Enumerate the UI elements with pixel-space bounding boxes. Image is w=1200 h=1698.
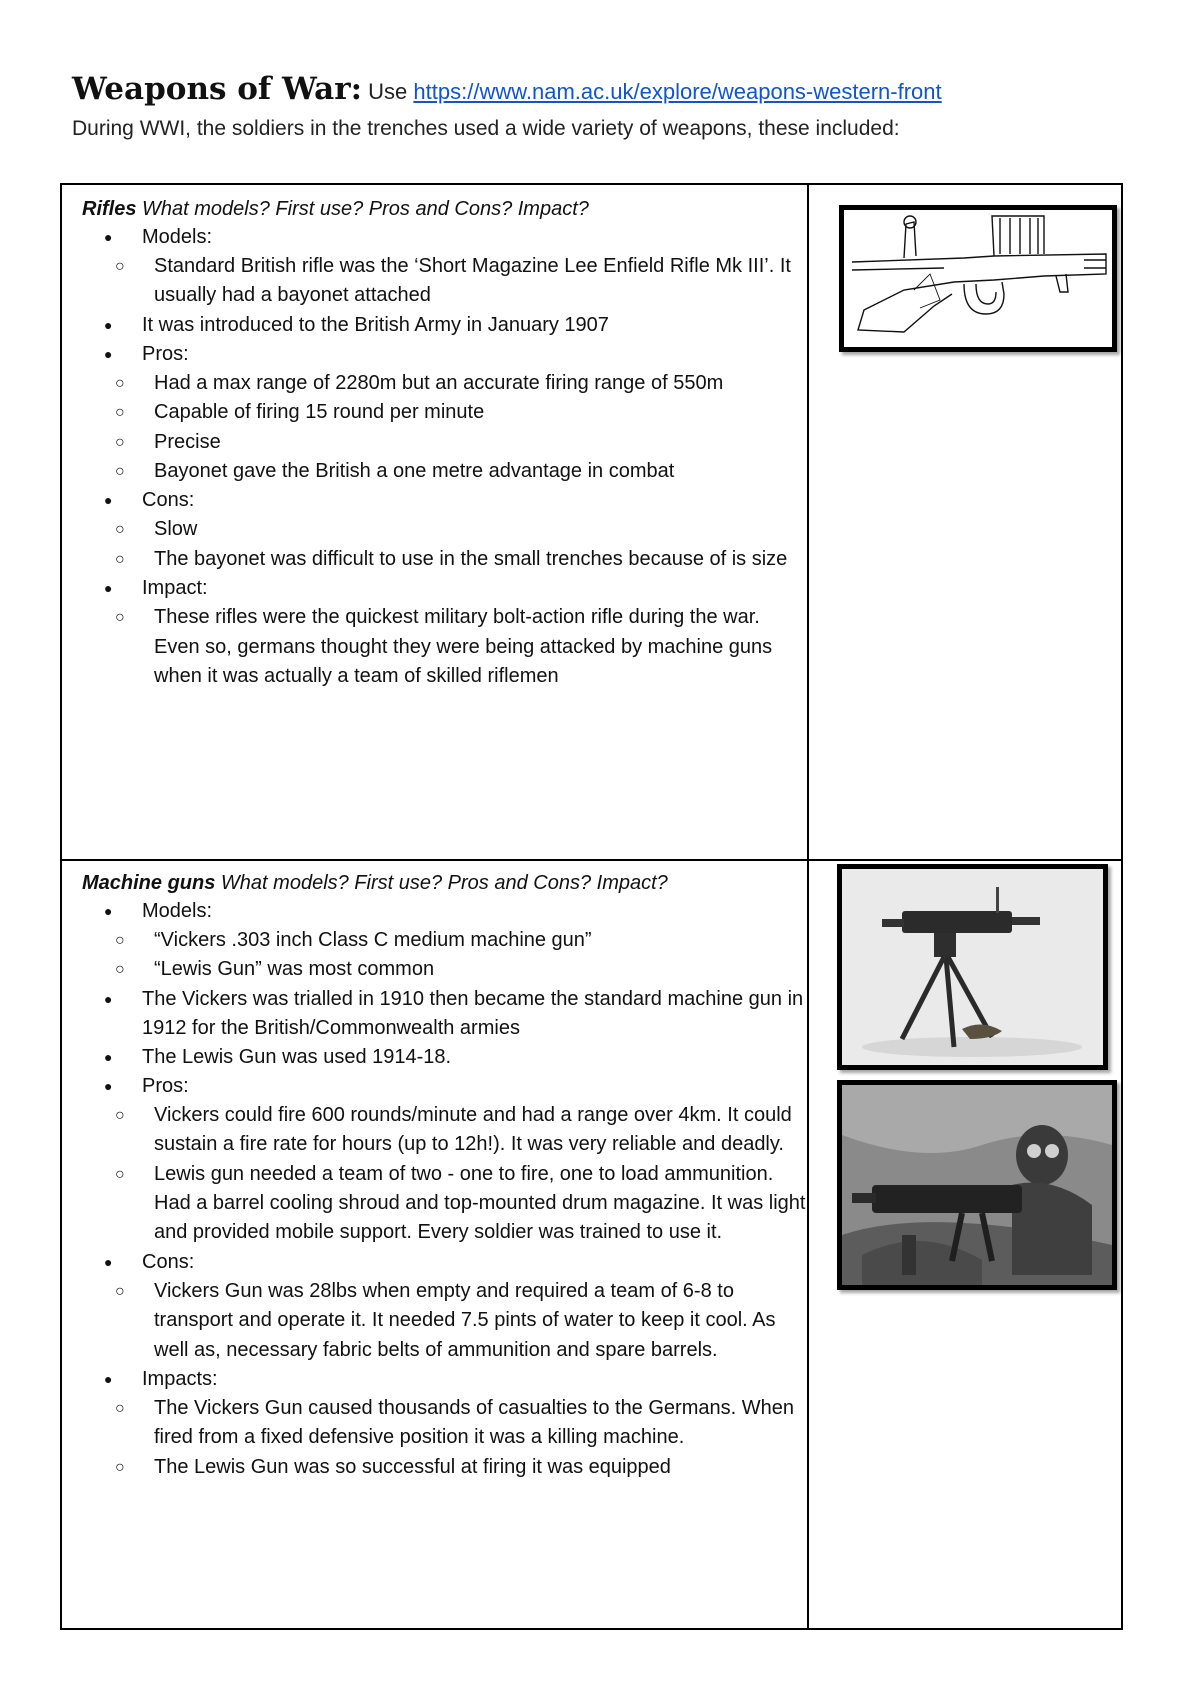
list-item: ○ Slow (82, 515, 807, 544)
mg-models-list (82, 926, 807, 985)
weapons-table (60, 183, 1123, 1630)
machine-guns-heading (82, 869, 807, 897)
list-item: ○ “Lewis Gun” was most common (82, 955, 807, 984)
vickers-gun-drawing (842, 869, 1103, 1065)
list-item: ○ Bayonet gave the British a one metre advantage in combat (82, 457, 807, 486)
mg-cons-label: Cons: (142, 1250, 195, 1273)
machine-guns-questions: What models? First use? Pros and Cons? Impact? (220, 872, 668, 894)
list-item: ○ These rifles were the quickest military bolt-action rifle during the war. Even so, germans thought they were being attacked by machine guns when it was actually a team of skilled riflemen (82, 603, 807, 691)
list-item (82, 486, 807, 574)
rifles-heading-label: Rifles (82, 198, 137, 220)
machine-guns-heading-label: Machine guns (82, 872, 216, 894)
rifles-questions: What models? First use? Pros and Cons? Impact? (142, 198, 589, 220)
list-item: ○ Lewis gun needed a team of two - one to fire, one to load ammunition. Had a barrel cooling shroud and top-mounted drum magazine. It was light and provided mobile support. Every soldier was trained to use it. (82, 1160, 807, 1248)
rifle-drawing (844, 210, 1112, 347)
soldier-gun-drawing (842, 1085, 1112, 1285)
page-header (72, 71, 1132, 143)
mg-pros-list (82, 1101, 807, 1248)
rifles-section (82, 195, 807, 691)
list-item: ○ The Lewis Gun was so successful at firing it was equipped (82, 1453, 807, 1482)
list-item: ○ “Vickers .303 inch Class C medium machine gun” (82, 926, 807, 955)
mg-impacts-label: Impacts: (142, 1368, 218, 1391)
list-item (82, 1072, 807, 1248)
list-item: ● The Lewis Gun was used 1914-18. (82, 1043, 807, 1072)
list-item (82, 223, 807, 311)
row-divider (62, 859, 1121, 861)
title-line (72, 71, 1132, 107)
list-item: ● The Vickers was trialled in 1910 then became the standard machine gun in 1912 for the British/Commonwealth armies (82, 985, 807, 1043)
rifle-illustration (839, 205, 1117, 352)
vickers-gun-photo (837, 864, 1108, 1070)
list-item (82, 340, 807, 487)
intro-text: During WWI, the soldiers in the trenches used a wide variety of weapons, these included: (72, 117, 900, 140)
rifles-cons-list (82, 515, 807, 574)
list-item: ○ Precise (82, 428, 807, 457)
list-item (82, 1248, 807, 1365)
rifles-models-label: Models: (142, 226, 213, 248)
list-item: ● It was introduced to the British Army in January 1907 (82, 311, 807, 340)
rifles-heading (82, 195, 807, 223)
reference-link[interactable]: https://www.nam.ac.uk/explore/weapons-western-front (413, 79, 942, 104)
list-item: ○ Capable of firing 15 round per minute (82, 398, 807, 427)
list-item: ○ Vickers could fire 600 rounds/minute and had a range over 4km. It could sustain a fire rate for hours (up to 12h!). It was very reliable and deadly. (82, 1101, 807, 1160)
rifles-cons-label: Cons: (142, 489, 195, 512)
mg-cons-list (82, 1277, 807, 1365)
column-divider (807, 185, 809, 1628)
machine-guns-section (82, 869, 807, 1482)
rifles-models-list (82, 252, 807, 311)
list-item: ○ Had a max range of 2280m but an accurate firing range of 550m (82, 369, 807, 398)
list-item (82, 897, 807, 985)
page-title: Weapons of War: (72, 71, 363, 107)
list-item (82, 1365, 807, 1482)
list-item: ○ Vickers Gun was 28lbs when empty and required a team of 6-8 to transport and operate it. It needed 7.5 pints of water to keep it cool. As well as, necessary fabric belts of ammunition and spare barrels. (82, 1277, 807, 1365)
list-item (82, 574, 807, 691)
use-label: Use (368, 79, 408, 104)
machine-guns-list (82, 897, 807, 1482)
list-item: ○ The Vickers Gun caused thousands of casualties to the Germans. When fired from a fixed defensive position it was a killing machine. (82, 1394, 807, 1453)
rifles-pros-label: Pros: (142, 342, 189, 365)
mg-impacts-list (82, 1394, 807, 1482)
rifles-pros-list (82, 369, 807, 487)
rifles-impact-label: Impact: (142, 577, 208, 600)
rifles-list (82, 223, 807, 691)
mg-models-label: Models: (142, 900, 213, 922)
soldier-machine-gun-photo (837, 1080, 1117, 1290)
list-item: ○ The bayonet was difficult to use in the small trenches because of is size (82, 545, 807, 574)
list-item: ○ Standard British rifle was the ‘Short Magazine Lee Enfield Rifle Mk III’. It usually had a bayonet attached (82, 252, 807, 311)
mg-pros-label: Pros: (142, 1074, 189, 1097)
rifles-impact-list (82, 603, 807, 691)
